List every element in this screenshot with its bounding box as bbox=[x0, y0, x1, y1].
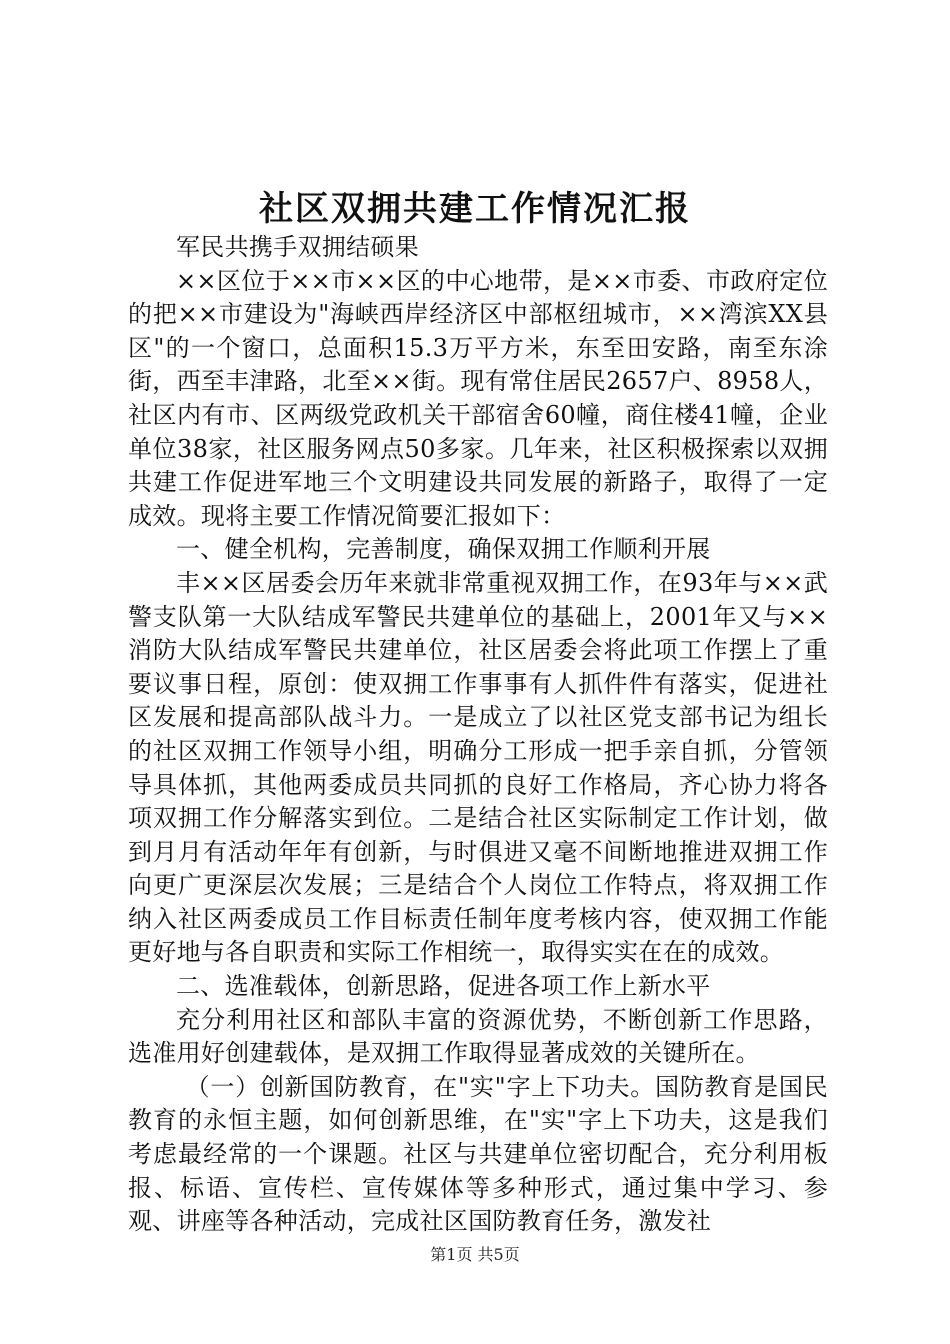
paragraph-section-2: 充分利用社区和部队丰富的资源优势，不断创新工作思路，选准用好创建载体，是双拥工作取得显著成效的关键所在。 bbox=[128, 1005, 828, 1068]
paragraph-section-1: 丰××区居委会历年来就非常重视双拥工作，在93年与××武警支队第一大队结成军警民共建单位的基础上，2001年又与××消防大队结成军警民共建单位，社区居委会将此项工作摆上了重要议事日程，原创：使双拥工作事事有人抓件件有落实，促进社区发展和提高部队战斗力。一是成立了以社区党支部书记为组长的社区双拥工作领导小组，明确分工形成一把手亲自抓，分管领导具体抓，其他两委成员共同抓的良好工作格局，齐心协力将各项双拥工作分解落实到位。二是结合社区实际制定工作计划，做到月月有活动年年有创新，与时俱进又毫不间断地推进双拥工作向更广更深层次发展；三是结合个人岗位工作特点，将双拥工作纳入社区两委成员工作目标责任制年度考核内容，使双拥工作能更好地与各自职责和实际工作相统一，取得实实在在的成效。 bbox=[128, 568, 828, 967]
document-title: 社区双拥共建工作情况汇报 bbox=[259, 189, 691, 229]
section-heading-2: 二、选准载体，创新思路，促进各项工作上新水平 bbox=[176, 972, 711, 1001]
paragraph-subtitle: 军民共携手双拥结硕果 bbox=[176, 233, 419, 261]
document-body bbox=[128, 231, 828, 1239]
paragraph-subsection-1: （一）创新国防教育，在"实"字上下功夫。国防教育是国民教育的永恒主题，如何创新思维，在"实"字上下功夫，这是我们考虑最经常的一个课题。社区与共建单位密切配合，充分利用板报、标语、宣传栏、宣传媒体等多种形式，通过集中学习、参观、讲座等各种活动，完成社区国防教育任务，激发社 bbox=[128, 1072, 828, 1236]
paragraph-intro: ××区位于××市××区的中心地带，是××市委、市政府定位的把××市建设为"海峡西岸经济区中部枢纽城市，××湾滨XX县区"的一个窗口，总面积15.3万平方米，东至田安路，南至东涂街，西至丰津路，北至××街。现有常住居民2657户、8958人，社区内有市、区两级党政机关干部宿舍60幢，商住楼41幢，企业单位38家，社区服务网点50多家。几年来，社区积极探索以双拥共建工作促进军地三个文明建设共同发展的新路子，取得了一定成效。现将主要工作情况简要汇报如下： bbox=[128, 266, 828, 530]
page-number-footer: 第1页 共5页 bbox=[430, 1245, 520, 1264]
section-heading-1: 一、健全机构，完善制度，确保双拥工作顺利开展 bbox=[176, 535, 711, 564]
